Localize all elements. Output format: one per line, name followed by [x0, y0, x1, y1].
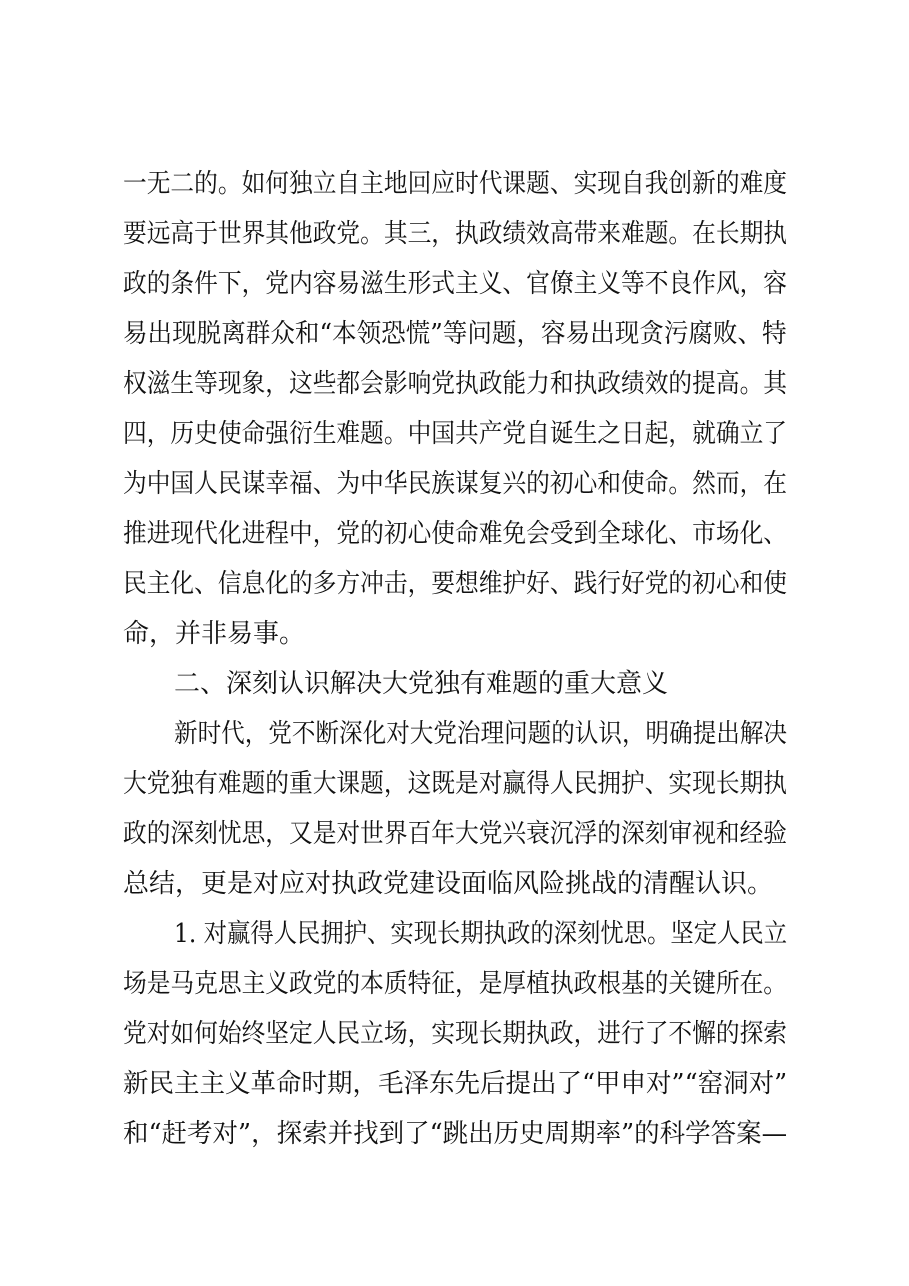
body-text-line: 权滋生等现象，这些都会影响党执政能力和执政绩效的提高。其 [123, 369, 788, 399]
body-text-line: 大党独有难题的重大课题，这既是对赢得人民拥护、实现长期执 [123, 769, 788, 799]
body-text-line: 易出现脱离群众和“本领恐慌”等问题，容易出现贪污腐败、特 [123, 319, 787, 349]
body-text-line: 命，并非易事。 [123, 619, 306, 649]
body-text-line: 民主化、信息化的多方冲击，要想维护好、践行好党的初心和使 [123, 569, 788, 599]
body-text-line: 政的条件下，党内容易滋生形式主义、官僚主义等不良作风，容 [123, 269, 788, 299]
body-text-line: 1. 对赢得人民拥护、实现长期执政的深刻忧思。坚定人民立 [174, 919, 788, 949]
body-text-line: 和“赶考对”，探索并找到了“跳出历史周期率”的科学答案— [123, 1119, 788, 1149]
body-text-line: 一无二的。如何独立自主地回应时代课题、实现自我创新的难度 [123, 169, 788, 199]
body-text-line: 政的深刻忧思，又是对世界百年大党兴衰沉浮的深刻审视和经验 [123, 819, 788, 849]
body-text-line: 场是马克思主义政党的本质特征，是厚植执政根基的关键所在。 [123, 969, 788, 999]
body-text-line: 新时代，党不断深化对大党治理问题的认识，明确提出解决 [174, 719, 788, 749]
body-text-line: 为中国人民谋幸福、为中华民族谋复兴的初心和使命。然而，在 [123, 469, 788, 499]
section-heading: 二、深刻认识解决大党独有难题的重大意义 [174, 669, 669, 699]
body-text-line: 推进现代化进程中，党的初心使命难免会受到全球化、市场化、 [123, 519, 788, 549]
body-text-line: 总结，更是对应对执政党建设面临风险挑战的清醒认识。 [123, 869, 774, 899]
body-text-line: 四，历史使命强衍生难题。中国共产党自诞生之日起，就确立了 [123, 419, 788, 449]
body-text-line: 要远高于世界其他政党。其三，执政绩效高带来难题。在长期执 [123, 219, 788, 249]
body-text-line: 新民主主义革命时期，毛泽东先后提出了“甲申对”“窑洞对” [123, 1069, 788, 1099]
body-text-line: 党对如何始终坚定人民立场，实现长期执政，进行了不懈的探索 [123, 1019, 788, 1049]
